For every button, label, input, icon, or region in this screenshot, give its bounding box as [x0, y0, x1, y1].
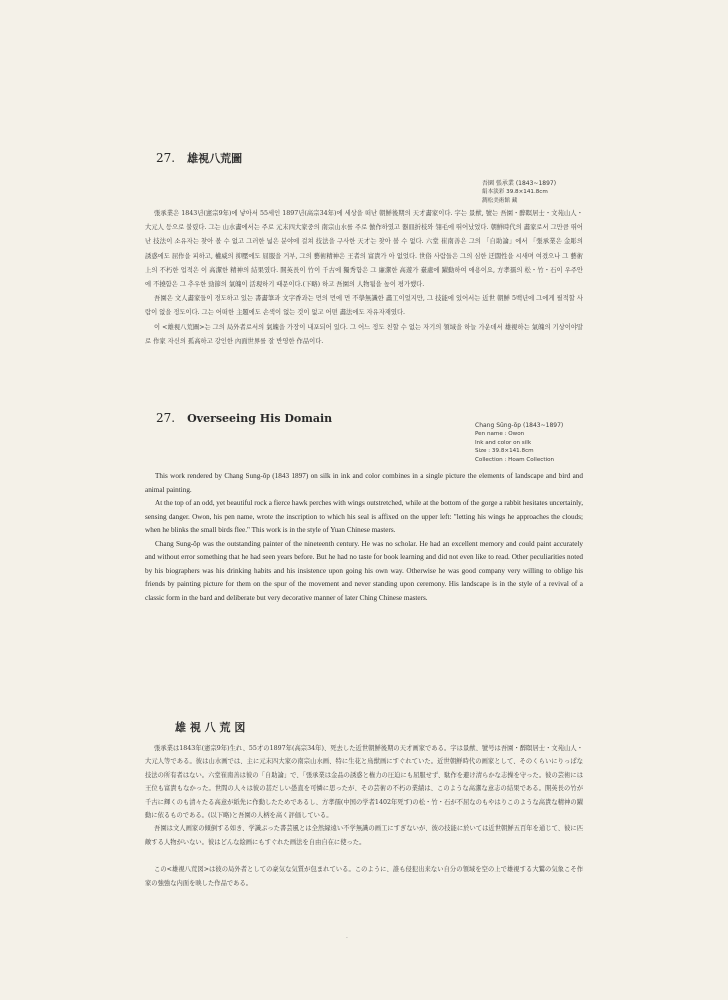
japanese-text — [145, 742, 583, 890]
page-speck: · — [346, 935, 348, 942]
english-paragraph: At the top of an odd, yet beautiful rock a fierce hawk perches with wings outstretched, while at the bottom of the gorge a rabbit hesitates uncertainly, sensing danger. Owon, his pen name, wrote the inscription to which his seal is affixed on the upper left: "letting his wings he approaches the clouds; when he blinks the small birds flee." This work is in the style of Yuan Chinese masters. — [145, 499, 583, 534]
english-text — [145, 470, 583, 605]
japanese-paragraph: 張承業は1843年(憲宗9年)生れ、55才の1897年(高宗34年)、死去した近世朝鮮後期の天才画家である。字は景猷、號号は吾園・醉瞑居士・文苑山人・大元人等である。彼は山水画では、主に元末四大家の南宗山水画、特に生花と鳥獣画にすぐれていた。近世朝鮮時代の画家として、そのくらいにりっぱな技法の所有者はない。六堂崔南善は彼の「自助論」で、「張承業は金品の誘惑と権力の圧迫にも屈服せず、駄作を避け清らかな志操を守った。彼の芸術には王位も富貴もなかった。世間の人々は彼の甚だしい愚直を可憐に思ったが、その芸術の不朽の業績は、このような高潔な意志の結果である。開英長の竹が千古に輝くのも清々たる高意が紙先に作動したためであるし、方孝孺(中国の学者1402年死す)の松・竹・石が不屈なのもやはりこのような高貴な精神の躍動に依るものである。(以下略)と吾園の人柄を高く評価している。 — [145, 745, 583, 820]
korean-title: 雄視八荒圖 — [187, 152, 243, 165]
korean-meta — [482, 180, 642, 205]
english-paragraph: This work rendered by Chang Sung-ŏp (1843 1897) on silk in ink and color combines in a single picture the elements of landscape and bird and animal painting. — [145, 472, 583, 494]
korean-artist: 吾園 張承業 (1843~1897) — [482, 180, 557, 187]
korean-paragraph: 吾園은 文人畵家들이 경도하고 있는 書畵筆과 文字香과는 먼의 먼에 먼 不學無識한 畵工이었지만, 그 技能에 있어서는 近世 朝鮮 5백년에 그에게 필적할 사람이 없을 정도이다. 그는 어떠한 主題에도 손색이 없는 것이 없고 어떤 畵法에도 자유자재였다. — [145, 295, 583, 317]
korean-entry-heading — [156, 150, 242, 166]
english-paragraph: Chang Sung-ŏp was the outstanding painter of the nineteenth century. He was no scholar. He had an excellent memory and could paint accurately and without error something that he had seen years before. But he had no taste for book learning and did not even like to read. Other peculiarities noted by his biographers was his drinking habits and his insistence upon going his own way. Otherwise he was good company very willing to oblige his friends by painting picture for them on the spur of the movement and never standing upon ceremony. His landscape is in the style of a revival of a classic form in the bard and deliberate but very decorative manner of later Ching Chinese masters. — [145, 539, 583, 602]
english-entry-heading — [156, 411, 332, 425]
korean-paragraph: 張承業은 1843년(憲宗9年)에 낳아서 55세인 1897년(高宗34年)에 세상을 떠난 朝鮮後期의 天才畵家이다. 字는 景猷, 號는 吾園・醉瞑居士・文苑山人・大元人 등으로 불렸다. 그는 山水畵에서는 주로 元末四大家중의 南宗山水를 주로 倣作하였고 器皿折枝와 翎毛에 뛰어났었다. 朝鮮時代의 畵家로서 그만큼 뛰어난 技法이 소유자는 찾아 볼 수 없고 그러한 넓은 분야에 걸쳐 技法을 구사한 天才는 찾아 볼 수 없다. 六堂 崔南善은 그의 「自助論」에서 「張承業은 金彫의 誘惑에도 屈作을 피하고, 權威의 抑壓에도 屈服을 거부, 그의 藝術精神은 王者의 富貴가 아 없었다. 世俗 사람들은 그의 심한 迂闊性을 시새며 여겼으나 그 藝術上의 不朽한 업적은 이 高潔한 精神의 結果였다. 開英長이 竹이 千古에 獨秀함은 그 廉潔한 高遊가 臺處에 躍動하여 애용이요, 方孝孺의 松・竹・石이 우주안에 不撓함은 그 추우한 勁節의 氣魄이 活現하기 때문이다.(下略) 하고 吾園의 人物됨을 높이 평가했다. — [145, 210, 583, 289]
japanese-entry-heading — [175, 719, 245, 735]
english-size: Size : 39.8×141.8cm — [475, 448, 534, 455]
korean-collection: 澗松美術館 藏 — [482, 197, 518, 204]
korean-text — [145, 207, 583, 349]
entry-number: 27. — [156, 411, 176, 425]
korean-medium: 絹本淡彩 39.8×141.8cm — [482, 189, 548, 196]
english-artist: Chang Sŭng-ŏp — [475, 422, 522, 429]
japanese-paragraph: この<雄視八荒図>は彼の局外者としての豪気な気質が包まれている。このように、誰も侵犯出来ない自分の領域を空の上で雄視する大鷲の気象こそ作家の強強な内面を映した作品である。 — [145, 866, 583, 887]
korean-paragraph: 이 <雄視八荒圖>는 그의 局外者로서의 氣魄을 가장이 내포되어 있다. 그 어느 정도 친할 수 없는 자기의 領域을 하늘 가운데서 雄視하는 氣魄의 기상이야말로 作家 자신의 孤高하고 강인한 內面世界를 잘 반영한 作品이다. — [145, 323, 583, 345]
english-dates: (1843~1897) — [522, 422, 564, 429]
english-title: Overseeing His Domain — [187, 412, 333, 425]
japanese-paragraph: 吾園は文人画家の傾倒する如き、学識ぶった書芸風とは全然縁遠い不学無識の画工にすぎないが、彼の技能に於いては近世朝鮮五百年を通じて、彼に匹敵する人物がいない。彼はどんな絵画にもすぐれた画法を自由自在に使った。 — [145, 825, 583, 846]
japanese-title: 雄 視 八 荒 図 — [175, 721, 246, 734]
entry-number: 27. — [156, 151, 176, 165]
english-artist-line — [475, 422, 615, 430]
english-pen-name: Pen name : Owon — [475, 431, 525, 438]
english-meta — [475, 422, 615, 464]
english-medium: Ink and color on silk — [475, 439, 532, 446]
english-collection: Collection : Hoam Collection — [475, 456, 555, 463]
